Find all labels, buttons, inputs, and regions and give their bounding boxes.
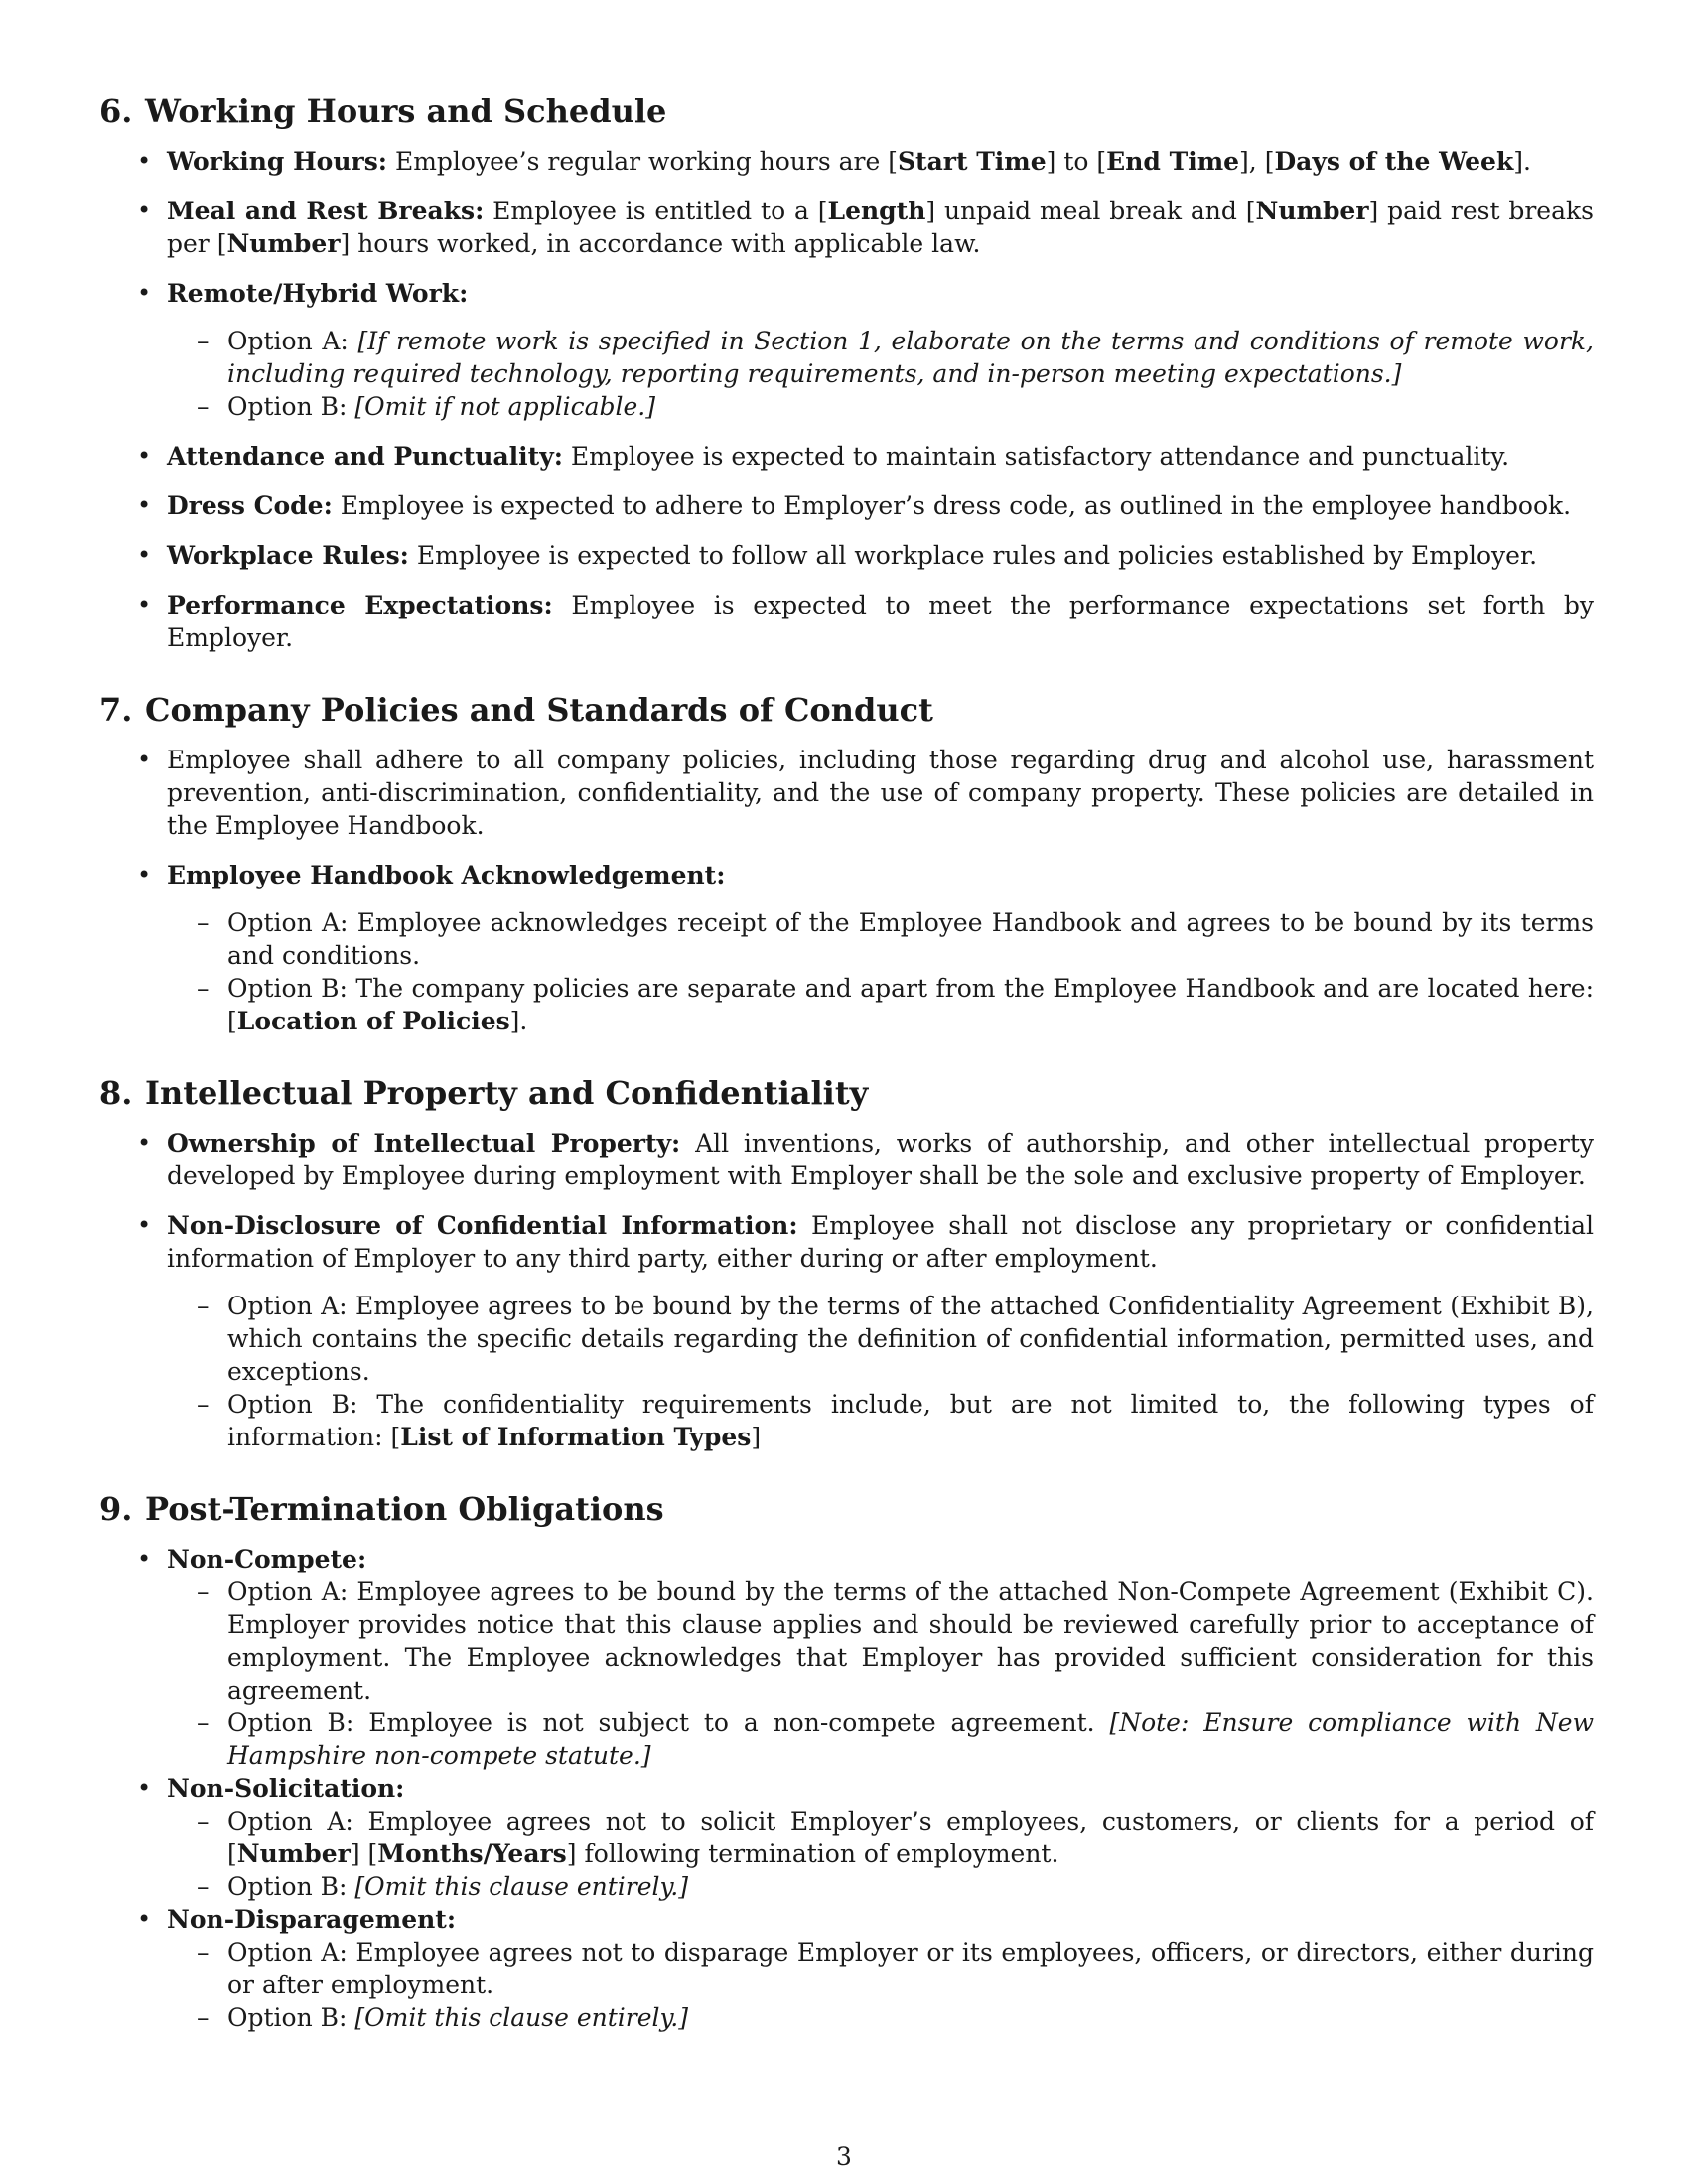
placeholder-days: Days of the Week (1274, 147, 1514, 176)
placeholder-number: Number (1255, 197, 1369, 225)
list-item-remote-work (99, 277, 1594, 423)
item-text: Employee is expected to follow all workplace rules and policies established by Employer. (408, 541, 1538, 570)
option-prefix: Option B: (227, 2003, 355, 2032)
item-label: Working Hours: (167, 147, 388, 176)
list-item-noncompete (99, 1543, 1594, 1772)
document-page (99, 91, 1594, 2070)
item-label: Attendance and Punctuality: (167, 442, 563, 471)
placeholder-period: Months/Years (377, 1840, 567, 1868)
option-b (167, 2001, 1594, 2034)
option-a (167, 325, 1594, 390)
option-a: – Option A: Employee acknowledges receipt of the Employee Handbook and agrees to be bound by its terms and conditions. (167, 906, 1594, 972)
item-label: Remote/Hybrid Work: (167, 279, 469, 308)
option-prefix: Option B: (227, 392, 355, 421)
option-list (167, 1805, 1594, 1903)
item-label: Meal and Rest Breaks: (167, 197, 485, 225)
placeholder-information-types: List of Information Types (400, 1423, 752, 1451)
section-number: 9. (99, 1490, 133, 1528)
list-item-nondisparagement (99, 1903, 1594, 2034)
item-label: Non-Compete: (167, 1545, 367, 1573)
item-text: ] hours worked, in accordance with applicable law. (340, 229, 981, 258)
option-list (167, 325, 1594, 423)
placeholder-number: Number (236, 1840, 351, 1868)
bullet-list (99, 744, 1594, 1037)
list-item-breaks (99, 195, 1594, 260)
bullet-list (99, 1127, 1594, 1453)
list-item-nonsolicitation (99, 1772, 1594, 1903)
option-list (167, 906, 1594, 1037)
item-label: Workplace Rules: (167, 541, 409, 570)
option-text: ] following termination of employment. (566, 1840, 1059, 1868)
option-text: [Omit if not applicable.] (354, 392, 655, 421)
item-label: Employee Handbook Acknowledgement: (167, 861, 726, 889)
option-text: ] (751, 1423, 762, 1451)
option-text: [Omit this clause entirely.] (354, 1872, 689, 1901)
option-a: – Option A: Employee agrees not to disparage Employer or its employees, officers, or directors, either during or after employment. (167, 1936, 1594, 2001)
item-text: All inventions, works of authorship, and other intellectual property developed by Employee during employment with Employer shall be the sole and exclusive property of Employer. (167, 1129, 1594, 1190)
item-text: Employee is expected to meet the performance expectations set forth by Employer. (167, 591, 1595, 652)
section-heading (99, 690, 1594, 730)
option-list (167, 1575, 1594, 1772)
option-prefix: Option A: (227, 327, 358, 355)
list-item-ownership (99, 1127, 1594, 1192)
section-title: Company Policies and Standards of Conduct (145, 691, 933, 729)
list-item-working-hours (99, 145, 1594, 178)
bullet-list (99, 145, 1594, 654)
item-text: Employee shall not disclose any proprietary or confidential information of Employer to any third party, either during or after employment. (167, 1211, 1594, 1273)
section-heading (99, 91, 1594, 131)
option-text: ] [ (350, 1840, 378, 1868)
option-list (167, 1290, 1594, 1453)
item-label: Dress Code: (167, 491, 333, 520)
section-title: Working Hours and Schedule (145, 92, 667, 130)
item-text: Employee shall adhere to all company policies, including those regarding drug and alcohol use, harassment prevention, anti-discrimination, confidentiality, and the use of company property. These policies are detailed in the Employee Handbook. (167, 746, 1594, 840)
page-number: 3 (836, 2142, 852, 2171)
option-text: [Omit this clause entirely.] (354, 2003, 689, 2032)
option-text: Option B: Employee is not subject to a non-compete agreement. (227, 1708, 1110, 1737)
item-label: Non-Solicitation: (167, 1774, 405, 1803)
section-intellectual-property (99, 1073, 1594, 1453)
option-b (167, 390, 1594, 423)
section-number: 7. (99, 691, 133, 729)
option-note: [Note: Ensure compliance with New Hampshire non-compete statute.] (227, 1708, 1594, 1770)
placeholder-number: Number (226, 229, 341, 258)
list-item-workplace-rules (99, 539, 1594, 572)
section-title: Intellectual Property and Confidentiality (145, 1074, 869, 1112)
item-text: Employee is expected to adhere to Employer’s dress code, as outlined in the employee handbook. (332, 491, 1572, 520)
option-a: – Option A: Employee agrees to be bound by the terms of the attached Confidentiality Agreement (Exhibit B), which contains the specific details regarding the definition of confidential information, permitted uses, and exceptions. (167, 1290, 1594, 1388)
placeholder-location: Location of Policies (236, 1007, 510, 1035)
placeholder-end-time: End Time (1106, 147, 1240, 176)
option-b (167, 1706, 1594, 1772)
list-item-dress-code (99, 489, 1594, 522)
item-text: ]. (1513, 147, 1531, 176)
section-post-termination (99, 1489, 1594, 2034)
item-text: ], [ (1239, 147, 1275, 176)
item-label: Non-Disparagement: (167, 1905, 457, 1934)
option-a: – Option A: Employee agrees to be bound by the terms of the attached Non-Compete Agreement (Exhibit C). Employer provides notice that this clause applies and should be reviewed carefully prior to acceptance of employment. The Employee acknowledges that Employer has provided sufficient consideration for this agreement. (167, 1575, 1594, 1706)
item-label: Performance Expectations: (167, 591, 553, 619)
item-label: Non-Disclosure of Confidential Information: (167, 1211, 798, 1240)
option-a (167, 1805, 1594, 1870)
section-working-hours (99, 91, 1594, 654)
list-item-attendance (99, 440, 1594, 473)
list-item-nondisclosure (99, 1209, 1594, 1453)
item-text: ] unpaid meal break and [ (925, 197, 1256, 225)
option-text: Option A: Employee agrees not to solicit Employer’s employees, customers, or clients for a period of [ (227, 1807, 1594, 1868)
option-text: Option B: The confidentiality requirements include, but are not limited to, the following types of information: [ (227, 1390, 1594, 1451)
option-text: [If remote work is specified in Section 1, elaborate on the terms and conditions of remote work, including required technology, reporting requirements, and in-person meeting expectations.] (227, 327, 1594, 388)
item-label: Ownership of Intellectual Property: (167, 1129, 681, 1158)
section-company-policies (99, 690, 1594, 1037)
option-prefix: Option B: (227, 1872, 355, 1901)
list-item-handbook (99, 859, 1594, 1037)
placeholder-start-time: Start Time (897, 147, 1047, 176)
option-b (167, 1388, 1594, 1453)
section-heading (99, 1073, 1594, 1113)
item-text: ] paid rest breaks per [ (167, 197, 1594, 258)
option-list (167, 1936, 1594, 2034)
placeholder-length: Length (827, 197, 926, 225)
list-item-policies (99, 744, 1594, 842)
bullet-list (99, 1543, 1594, 2034)
section-heading (99, 1489, 1594, 1529)
section-number: 8. (99, 1074, 133, 1112)
item-text: ] to [ (1046, 147, 1107, 176)
option-b (167, 972, 1594, 1037)
item-text: Employee’s regular working hours are [ (387, 147, 898, 176)
item-text: Employee is entitled to a [ (484, 197, 828, 225)
option-text: Option B: The company policies are separate and apart from the Employee Handbook and are located here: [ (227, 974, 1594, 1035)
item-text: Employee is expected to maintain satisfactory attendance and punctuality. (562, 442, 1510, 471)
option-text: ]. (509, 1007, 528, 1035)
section-title: Post-Termination Obligations (145, 1490, 664, 1528)
list-item-performance (99, 589, 1594, 654)
section-number: 6. (99, 92, 133, 130)
option-b (167, 1870, 1594, 1903)
